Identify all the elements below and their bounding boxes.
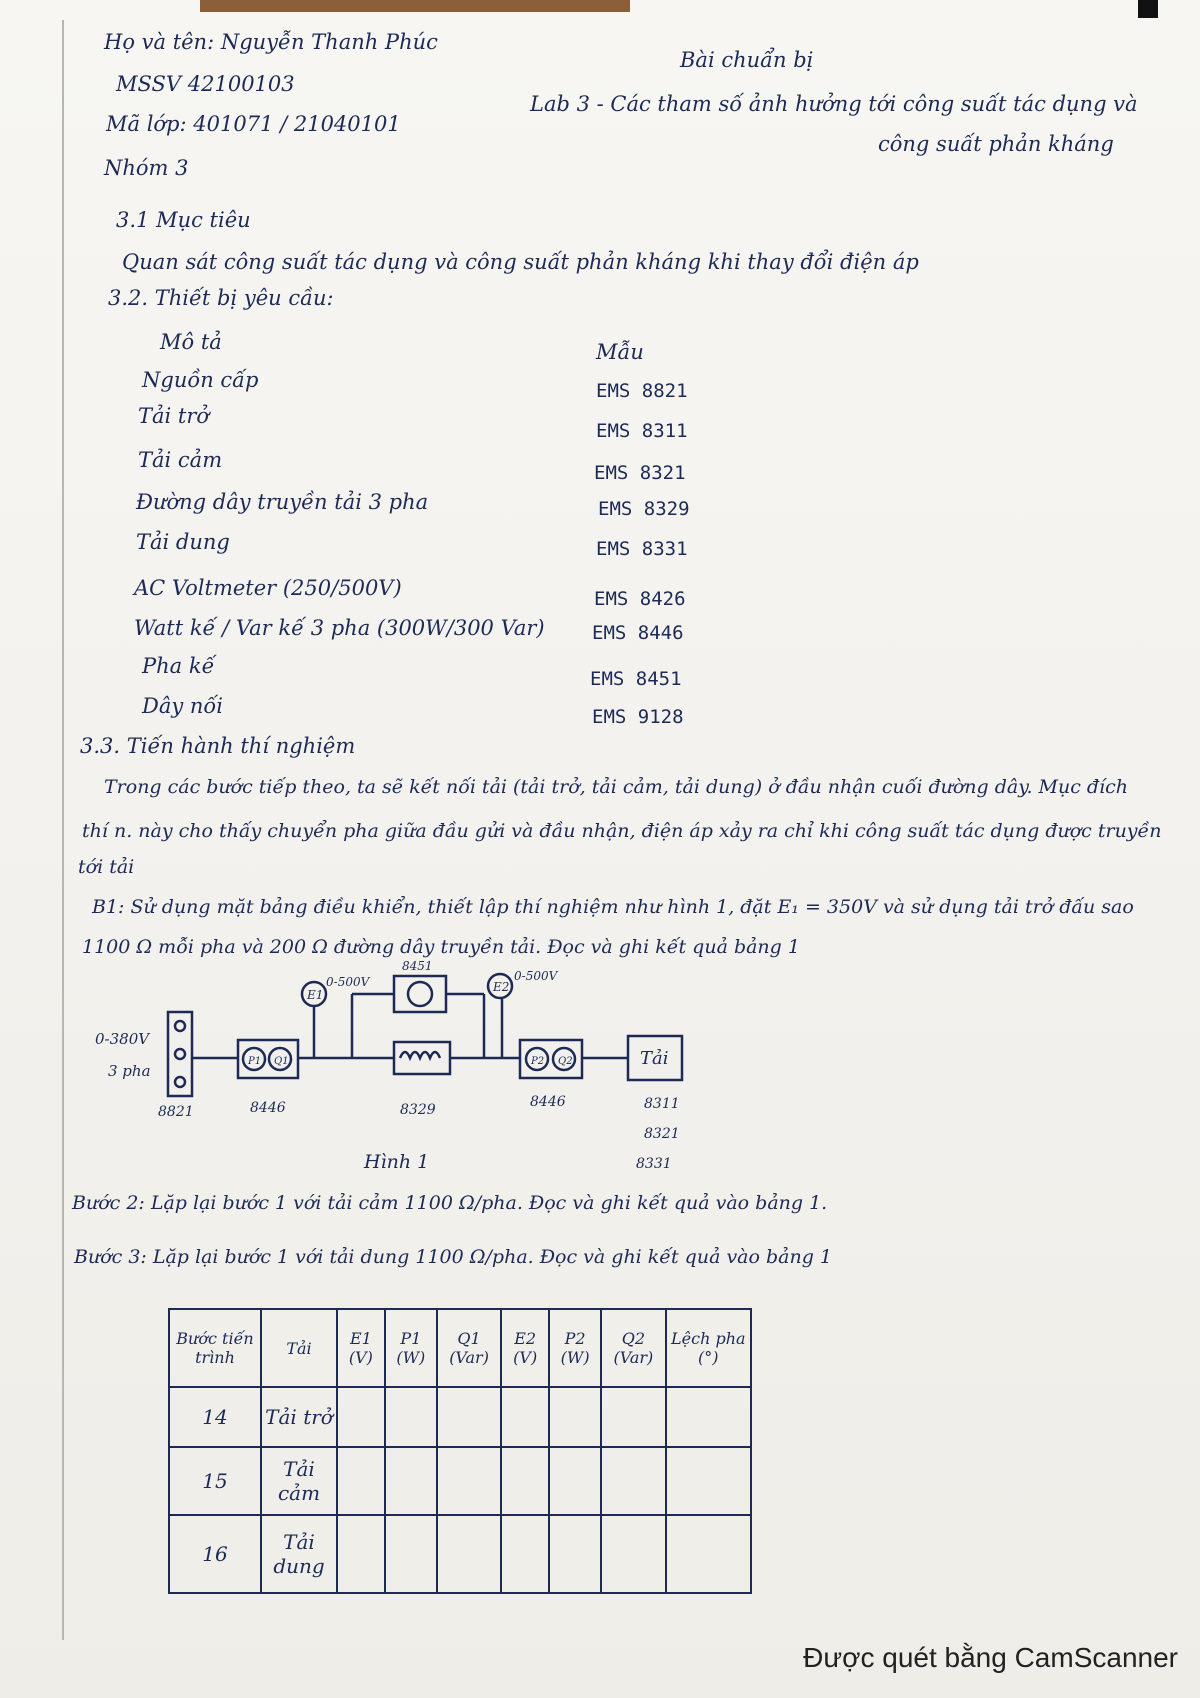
- equipment-model: EMS 8321: [594, 462, 686, 484]
- step-cell: 16: [169, 1515, 261, 1593]
- empty-cell: [337, 1387, 385, 1447]
- terminal-icon: [175, 1077, 185, 1087]
- equipment-desc: Tải dung: [136, 530, 230, 554]
- transmission-line-module: [394, 1042, 450, 1074]
- lab-title-line2: công suất phản kháng: [878, 132, 1114, 156]
- empty-cell: [385, 1515, 437, 1593]
- q1-label: Q1: [274, 1056, 289, 1067]
- equipment-model: EMS 9128: [592, 706, 684, 728]
- empty-cell: [501, 1387, 549, 1447]
- step-cell: 15: [169, 1447, 261, 1515]
- procedure-paragraph: tới tải: [78, 856, 135, 878]
- line-code: 8329: [400, 1102, 436, 1118]
- equipment-desc: Watt kế / Var kế 3 pha (300W/300 Var): [134, 616, 545, 640]
- q2-label: Q2: [558, 1056, 573, 1067]
- section-3-1-heading: 3.1 Mục tiêu: [116, 208, 251, 232]
- table-header: Lệch pha (°): [666, 1309, 751, 1387]
- equipment-model: EMS 8331: [596, 538, 688, 560]
- class-code: Mã lớp: 401071 / 21040101: [106, 112, 401, 136]
- table-header: Q2 (Var): [601, 1309, 665, 1387]
- equipment-model: EMS 8311: [596, 420, 688, 442]
- equipment-desc-header: Mô tả: [160, 330, 222, 354]
- empty-cell: [437, 1387, 501, 1447]
- load-code-capacitive: 8331: [636, 1156, 672, 1172]
- source-code: 8821: [158, 1104, 194, 1120]
- phase-meter-icon: [408, 982, 432, 1006]
- equipment-desc: AC Voltmeter (250/500V): [134, 576, 402, 600]
- figure-caption: Hình 1: [364, 1151, 430, 1173]
- empty-cell: [501, 1515, 549, 1593]
- section-3-2-heading: 3.2. Thiết bị yêu cầu:: [108, 286, 334, 310]
- e2-label: E2: [493, 980, 510, 994]
- meter2-code: 8446: [530, 1094, 566, 1110]
- procedure-paragraph: Trong các bước tiếp theo, ta sẽ kết nối tải (tải trở, tải cảm, tải dung) ở đầu nhận cuối đường dây. Mục đích: [104, 776, 1129, 798]
- group-number: Nhóm 3: [104, 156, 189, 180]
- table-header-row: [169, 1309, 751, 1387]
- table-row: [169, 1447, 751, 1515]
- empty-cell: [337, 1515, 385, 1593]
- empty-cell: [601, 1387, 665, 1447]
- inductor-icon: [400, 1052, 440, 1058]
- prep-label: Bài chuẩn bị: [680, 48, 814, 72]
- load-cell: Tải cảm: [261, 1447, 337, 1515]
- load-cell: Tải trở: [261, 1387, 337, 1447]
- equipment-model: EMS 8426: [594, 588, 686, 610]
- source-phase-label: 3 pha: [108, 1062, 151, 1080]
- empty-cell: [437, 1515, 501, 1593]
- equipment-desc: Dây nối: [142, 694, 223, 718]
- step-3: Bước 3: Lặp lại bước 1 với tải dung 1100 Ω/pha. Đọc và ghi kết quả vào bảng 1: [74, 1246, 832, 1268]
- equipment-desc: Pha kế: [142, 654, 215, 678]
- equipment-model: EMS 8329: [598, 498, 690, 520]
- step-2: Bước 2: Lặp lại bước 1 với tải cảm 1100 Ω/pha. Đọc và ghi kết quả vào bảng 1.: [72, 1192, 828, 1214]
- table-header: E1 (V): [337, 1309, 385, 1387]
- empty-cell: [337, 1447, 385, 1515]
- table-row: [169, 1515, 751, 1593]
- terminal-icon: [175, 1021, 185, 1031]
- p2-label: P2: [531, 1056, 545, 1067]
- results-table: [168, 1308, 752, 1594]
- equipment-model-header: Mẫu: [596, 340, 644, 364]
- table-header: P2 (W): [549, 1309, 601, 1387]
- table-row: [169, 1387, 751, 1447]
- p1-label: P1: [248, 1056, 262, 1067]
- table-header: P1 (W): [385, 1309, 437, 1387]
- step-1-line1: B1: Sử dụng mặt bảng điều khiển, thiết lập thí nghiệm như hình 1, đặt E₁ = 350V và sử dụng tải trở đấu sao: [92, 896, 1134, 918]
- empty-cell: [549, 1515, 601, 1593]
- table-header: E2 (V): [501, 1309, 549, 1387]
- table-header: Bước tiến trình: [169, 1309, 261, 1387]
- table-header: Tải: [261, 1309, 337, 1387]
- step-1-line2: 1100 Ω mỗi pha và 200 Ω đường dây truyền tải. Đọc và ghi kết quả bảng 1: [82, 936, 800, 958]
- student-id: MSSV 42100103: [116, 72, 295, 96]
- equipment-model: EMS 8821: [596, 380, 688, 402]
- empty-cell: [666, 1447, 751, 1515]
- e2-range-label: 0-500V: [514, 969, 558, 983]
- empty-cell: [601, 1447, 665, 1515]
- empty-cell: [501, 1447, 549, 1515]
- equipment-desc: Đường dây truyền tải 3 pha: [136, 490, 429, 514]
- meter1-code: 8446: [250, 1100, 286, 1116]
- e1-label: E1: [307, 988, 324, 1002]
- empty-cell: [437, 1447, 501, 1515]
- section-3-1-text: Quan sát công suất tác dụng và công suất phản kháng khi thay đổi điện áp: [122, 250, 919, 274]
- source-voltage-label: 0-380V: [95, 1030, 150, 1048]
- load-label: Tải: [640, 1048, 669, 1069]
- empty-cell: [385, 1447, 437, 1515]
- e1-range-label: 0-500V: [326, 975, 370, 989]
- equipment-desc: Nguồn cấp: [142, 368, 259, 392]
- equipment-model: EMS 8446: [592, 622, 684, 644]
- equipment-desc: Tải trở: [138, 404, 210, 428]
- empty-cell: [601, 1515, 665, 1593]
- load-code-inductive: 8321: [644, 1126, 680, 1142]
- equipment-desc: Tải cảm: [138, 448, 223, 472]
- empty-cell: [549, 1387, 601, 1447]
- load-code-resistive: 8311: [644, 1096, 680, 1112]
- terminal-icon: [175, 1049, 185, 1059]
- load-cell: Tải dung: [261, 1515, 337, 1593]
- step-cell: 14: [169, 1387, 261, 1447]
- source-module: [168, 1012, 192, 1096]
- lab-title-line1: Lab 3 - Các tham số ảnh hưởng tới công suất tác dụng và: [530, 92, 1138, 116]
- empty-cell: [549, 1447, 601, 1515]
- section-3-3-heading: 3.3. Tiến hành thí nghiệm: [80, 734, 356, 758]
- procedure-paragraph: thí n. này cho thấy chuyển pha giữa đầu gửi và đầu nhận, điện áp xảy ra chỉ khi công suất tác dụng được truyền: [82, 820, 1162, 842]
- table-header: Q1 (Var): [437, 1309, 501, 1387]
- phase-meter-code: 8451: [402, 959, 433, 973]
- empty-cell: [666, 1387, 751, 1447]
- empty-cell: [666, 1515, 751, 1593]
- empty-cell: [385, 1387, 437, 1447]
- camscanner-watermark: Được quét bằng CamScanner: [803, 1642, 1178, 1673]
- student-name: Họ và tên: Nguyễn Thanh Phúc: [104, 30, 438, 54]
- meter-module-2: [520, 1040, 582, 1078]
- equipment-model: EMS 8451: [590, 668, 682, 690]
